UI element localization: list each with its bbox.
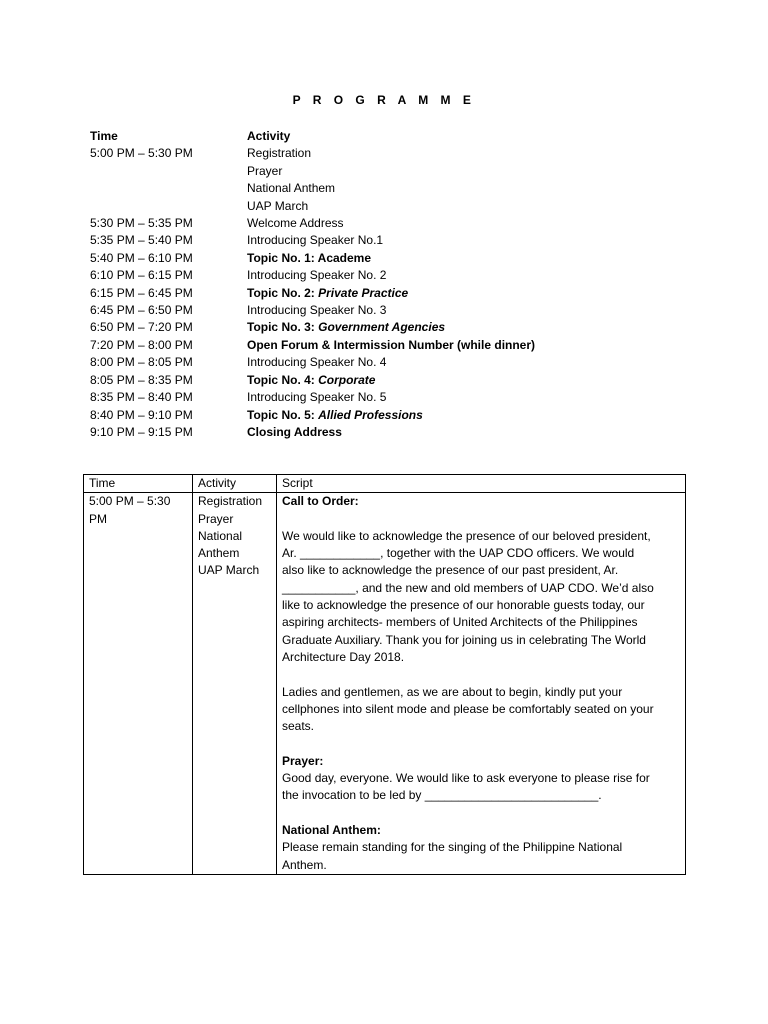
script-line: We would like to acknowledge the presence of our beloved president, [282,528,651,543]
script-line: aspiring architects- members of United Architects of the Philippines [282,615,638,630]
schedule-time: 8:05 PM – 8:35 PM [90,372,193,387]
activity-cell [193,493,277,875]
activity-line: National [198,528,243,543]
schedule-row [90,285,535,302]
schedule-row [90,354,535,371]
schedule-time [90,163,247,180]
schedule-time: 5:40 PM – 6:10 PM [90,250,193,265]
schedule-row [90,337,535,354]
schedule-row [90,302,535,319]
table-row [84,493,686,875]
col-activity-header: Activity [193,475,277,493]
schedule-activity: Topic No. 5: Allied Professions [247,407,423,422]
schedule-activity: Topic No. 2: Private Practice [247,285,409,300]
activity-line: Anthem [198,546,240,561]
schedule-activity: Topic No. 4: Corporate [247,372,376,387]
anthem-heading: National Anthem: [282,822,381,837]
script-line: Please remain standing for the singing of the Philippine National [282,840,623,855]
schedule-time: 8:00 PM – 8:05 PM [90,355,193,370]
call-to-order-heading: Call to Order: [282,494,359,509]
schedule-activity: Introducing Speaker No. 2 [247,268,387,283]
page-title: P R O G R A M M E [292,93,476,107]
schedule-row [90,372,535,389]
script-cell [277,493,686,875]
schedule-activity: UAP March [247,198,309,213]
script-line: Graduate Auxiliary. Thank you for joining us in celebrating The World [282,632,646,647]
script-line: like to acknowledge the presence of our honorable guests today, our [282,598,645,613]
script-table [83,474,686,875]
schedule-time: 8:40 PM – 9:10 PM [90,407,193,422]
schedule-row [90,180,535,197]
schedule-time: 6:50 PM – 7:20 PM [90,320,193,335]
schedule-time: 6:15 PM – 6:45 PM [90,285,193,300]
schedule-time: 7:20 PM – 8:00 PM [90,337,193,352]
schedule-time: 9:10 PM – 9:15 PM [90,424,193,439]
activity-line: Registration [198,494,263,509]
script-line: ___________, and the new and old members of UAP CDO. We’d also [282,580,654,595]
col-time-header: Time [84,475,193,493]
time-line: PM [89,511,107,526]
schedule-activity: Open Forum & Intermission Number (while dinner) [247,337,536,352]
schedule-row [90,163,535,180]
schedule-row [90,250,535,267]
schedule-row [90,215,535,232]
table-header-row [84,475,686,493]
schedule-activity: Prayer [247,163,283,178]
schedule-row [90,232,535,249]
schedule-activity: Registration [247,146,312,161]
activity-header: Activity [247,129,291,143]
schedule-time: 6:45 PM – 6:50 PM [90,303,193,318]
schedule-header [90,128,535,145]
schedule-row [90,389,535,406]
schedule-activity: Introducing Speaker No.1 [247,233,384,248]
script-line: Good day, everyone. We would like to ask everyone to please rise for [282,771,650,786]
schedule-row [90,424,535,441]
time-header: Time [90,129,118,143]
script-line: also like to acknowledge the presence of our past president, Ar. [282,563,619,578]
script-line: Ladies and gentlemen, as we are about to begin, kindly put your [282,684,623,699]
call-to-order-text [282,528,680,666]
prayer-text [282,770,680,805]
schedule-activity: National Anthem [247,181,336,196]
schedule-row [90,319,535,336]
activity-line: Prayer [198,511,234,526]
script-line: Anthem. [282,857,327,872]
ladies-text [282,684,680,736]
script-line: Ar. ____________, together with the UAP CDO officers. We would [282,546,635,561]
schedule-row [90,407,535,424]
schedule-row [90,267,535,284]
schedule-activity: Welcome Address [247,216,344,231]
schedule-time: 8:35 PM – 8:40 PM [90,390,193,405]
time-cell [84,493,193,875]
schedule-time [90,180,247,197]
script-line: the invocation to be led by __________________________. [282,788,602,803]
schedule-row [90,198,535,215]
schedule-activity: Topic No. 3: Government Agencies [247,320,446,335]
schedule-activity: Closing Address [247,424,342,439]
schedule-time: 5:30 PM – 5:35 PM [90,216,193,231]
schedule-list [90,128,535,441]
anthem-text [282,839,680,874]
script-line: seats. [282,719,315,734]
schedule-activity: Introducing Speaker No. 4 [247,355,387,370]
schedule-activity: Introducing Speaker No. 5 [247,390,387,405]
prayer-heading: Prayer: [282,753,324,768]
schedule-row [90,145,535,162]
schedule-time: 6:10 PM – 6:15 PM [90,268,193,283]
activity-line: UAP March [198,563,260,578]
schedule-activity: Introducing Speaker No. 3 [247,303,387,318]
schedule-time [90,198,247,215]
schedule-time: 5:00 PM – 5:30 PM [90,146,193,161]
script-line: Architecture Day 2018. [282,649,405,664]
schedule-time: 5:35 PM – 5:40 PM [90,233,193,248]
schedule-activity: Topic No. 1: Academe [247,250,372,265]
col-script-header: Script [277,475,686,493]
time-line: 5:00 PM – 5:30 [89,494,171,509]
script-line: cellphones into silent mode and please be comfortably seated on your [282,701,654,716]
